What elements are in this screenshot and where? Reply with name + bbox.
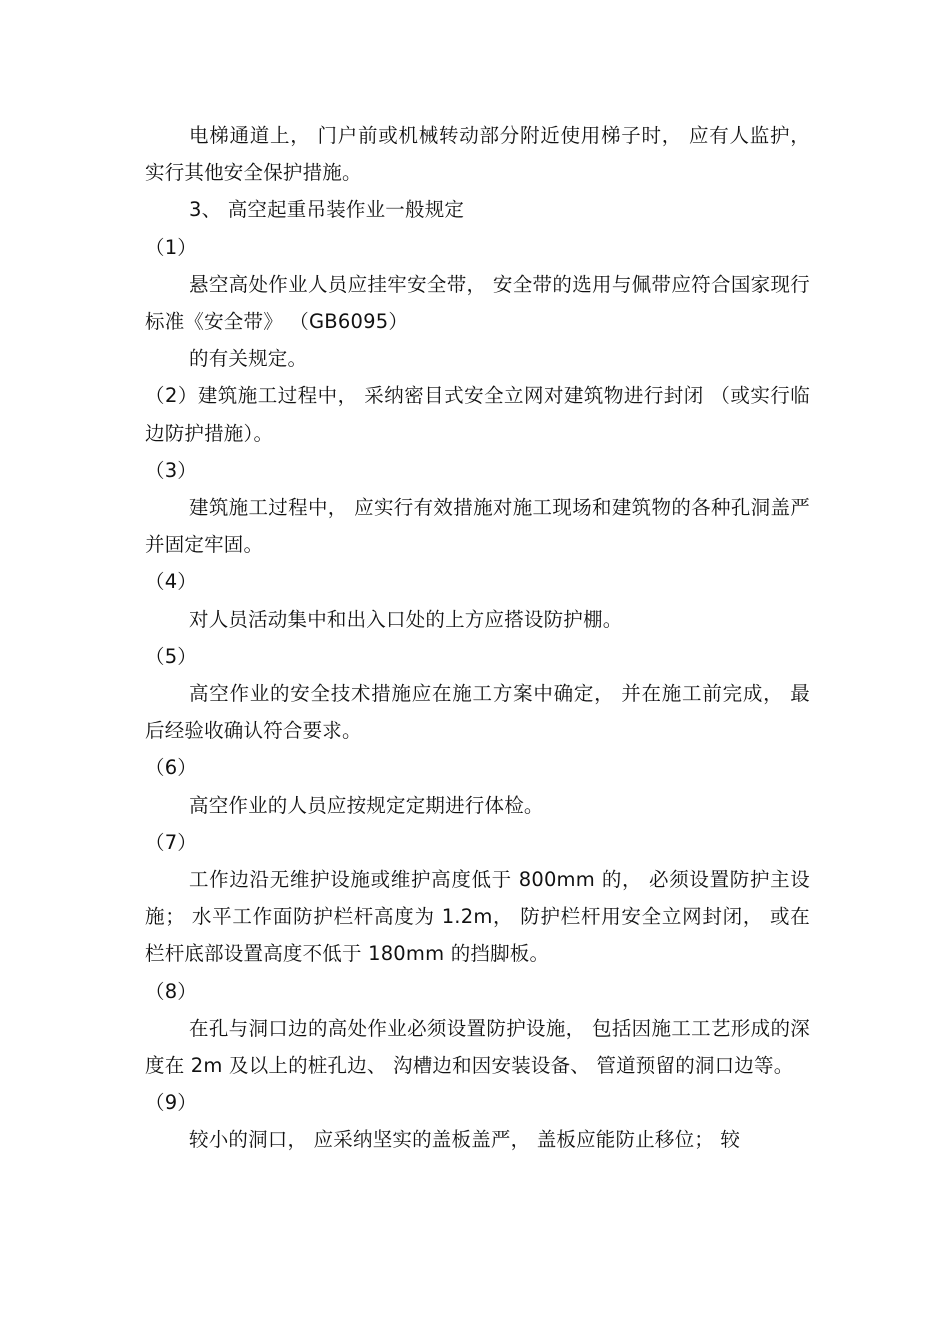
paragraph: 的有关规定。: [189, 347, 308, 371]
document-body: [145, 117, 810, 1159]
item-number: （1）: [145, 235, 198, 259]
paragraph: （2）建筑施工过程中， 采纳密目式安全立网对建筑物进行封闭 （或实行临边防护措施）。: [145, 384, 810, 445]
section-heading: 3、 高空起重吊装作业一般规定: [189, 198, 465, 222]
paragraph: 在孔与洞口边的高处作业必须设置防护设施， 包括因施工工艺形成的深度在 2m 及以上的桩孔边、 沟槽边和因安装设备、 管道预留的洞口边等。: [145, 1016, 810, 1078]
paragraph: 建筑施工过程中， 应实行有效措施对施工现场和建筑物的各种孔洞盖严并固定牢固。: [145, 496, 810, 557]
item-number: （6）: [145, 756, 198, 780]
item-number: （8）: [145, 979, 198, 1003]
paragraph: 高空作业的人员应按规定定期进行体检。: [189, 793, 544, 817]
item-number: （3）: [145, 458, 198, 482]
paragraph: 对人员活动集中和出入口处的上方应搭设防护棚。: [189, 607, 623, 631]
paragraph: 高空作业的安全技术措施应在施工方案中确定， 并在施工前完成， 最后经验收确认符合要求。: [145, 682, 810, 743]
paragraph: 较小的洞口， 应采纳坚实的盖板盖严， 盖板应能防止移位； 较: [189, 1128, 741, 1152]
paragraph: 悬空高处作业人员应挂牢安全带， 安全带的选用与佩带应符合国家现行标准《安全带》 （GB6095）: [145, 272, 810, 334]
item-number: （7）: [145, 830, 198, 854]
paragraph: 电梯通道上， 门户前或机械转动部分附近使用梯子时， 应有人监护， 实行其他安全保护措施。: [145, 124, 810, 185]
item-number: （5）: [145, 644, 198, 668]
paragraph: 工作边沿无维护设施或维护高度低于 800mm 的， 必须设置防护主设施； 水平工作面防护栏杆高度为 1.2m， 防护栏杆用安全立网封闭， 或在栏杆底部设置高度不低于 180mm 的挡脚板。: [145, 868, 810, 966]
item-number: （4）: [145, 570, 198, 594]
item-number: （9）: [145, 1091, 198, 1115]
